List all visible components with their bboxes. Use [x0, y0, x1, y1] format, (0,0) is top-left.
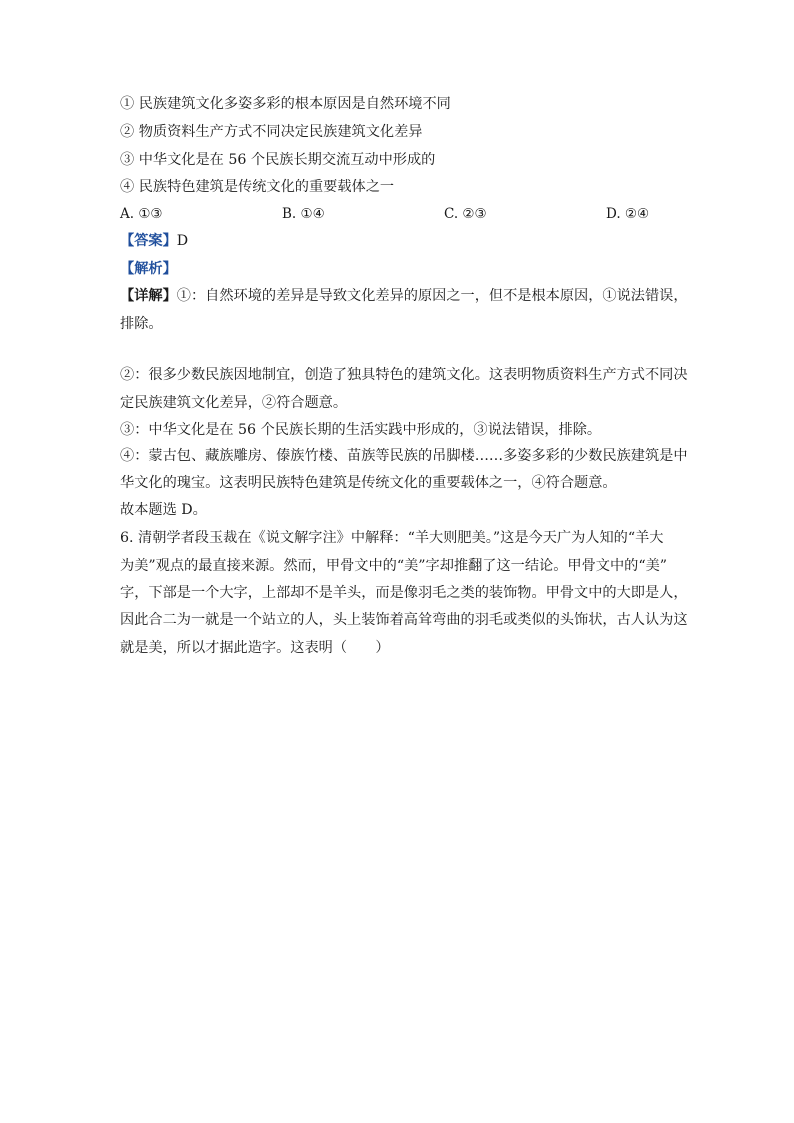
statement-4: ④ 民族特色建筑是传统文化的重要载体之一 [120, 179, 395, 195]
option-c: C. ②③ [444, 206, 487, 222]
answer-value: D [176, 233, 189, 249]
detail-line-1 [120, 286, 688, 306]
analysis-label: 【解析】 [120, 261, 177, 277]
answer-label: 【答案】 [120, 233, 177, 249]
question6-line-4: 因此合二为一就是一个站立的人，头上装饰着高耸弯曲的羽毛或类似的头饰状，古人认为这 [120, 612, 688, 628]
option-d: D. ②④ [606, 206, 650, 222]
detail-line-5: ③：中华文化是在 56 个民族长期的生活实践中形成的，③说法错误，排除。 [120, 422, 602, 438]
answer-line [120, 231, 188, 251]
option-a: A. ①③ [120, 206, 163, 222]
question6-line-2: 为美”观点的最直接来源。然而，甲骨文中的“美”字却推翻了这一结论。甲骨文中的“美” [120, 558, 668, 574]
detail-line-3: ②：很多少数民族因地制宜，创造了独具特色的建筑文化。这表明物质资料生产方式不同决 [120, 367, 688, 383]
statement-3: ③ 中华文化是在 56 个民族长期交流互动中形成的 [120, 152, 436, 168]
option-b: B. ①④ [282, 206, 325, 222]
detail-line-4: 定民族建筑文化差异，②符合题意。 [120, 395, 348, 411]
detail-label: 【详解】 [120, 288, 177, 304]
statement-1: ① 民族建筑文化多姿多彩的根本原因是自然环境不同 [120, 96, 451, 112]
detail-line-6: ④：蒙古包、藏族雕房、傣族竹楼、苗族等民族的吊脚楼……多姿多彩的少数民族建筑是中 [120, 448, 688, 464]
question6-line-5: 就是美，所以才据此造字。这表明（ ） [120, 640, 390, 656]
question6-line-1: 6. 清朝学者段玉裁在《说文解字注》中解释：“羊大则肥美。”这是今天广为人知的“羊大 [120, 530, 664, 546]
detail-line-7: 华文化的瑰宝。这表明民族特色建筑是传统文化的重要载体之一，④符合题意。 [120, 475, 617, 491]
conclusion-line: 故本题选 D。 [120, 502, 207, 518]
detail-line-2: 排除。 [120, 316, 163, 332]
analysis-line [120, 259, 177, 279]
detail-text: ①：自然环境的差异是导致文化差异的原因之一，但不是根本原因，①说法错误， [176, 288, 688, 304]
statement-2: ② 物质资料生产方式不同决定民族建筑文化差异 [120, 124, 423, 140]
question6-line-3: 字，下部是一个大字，上部却不是羊头，而是像羽毛之类的装饰物。甲骨文中的大即是人， [120, 585, 688, 601]
